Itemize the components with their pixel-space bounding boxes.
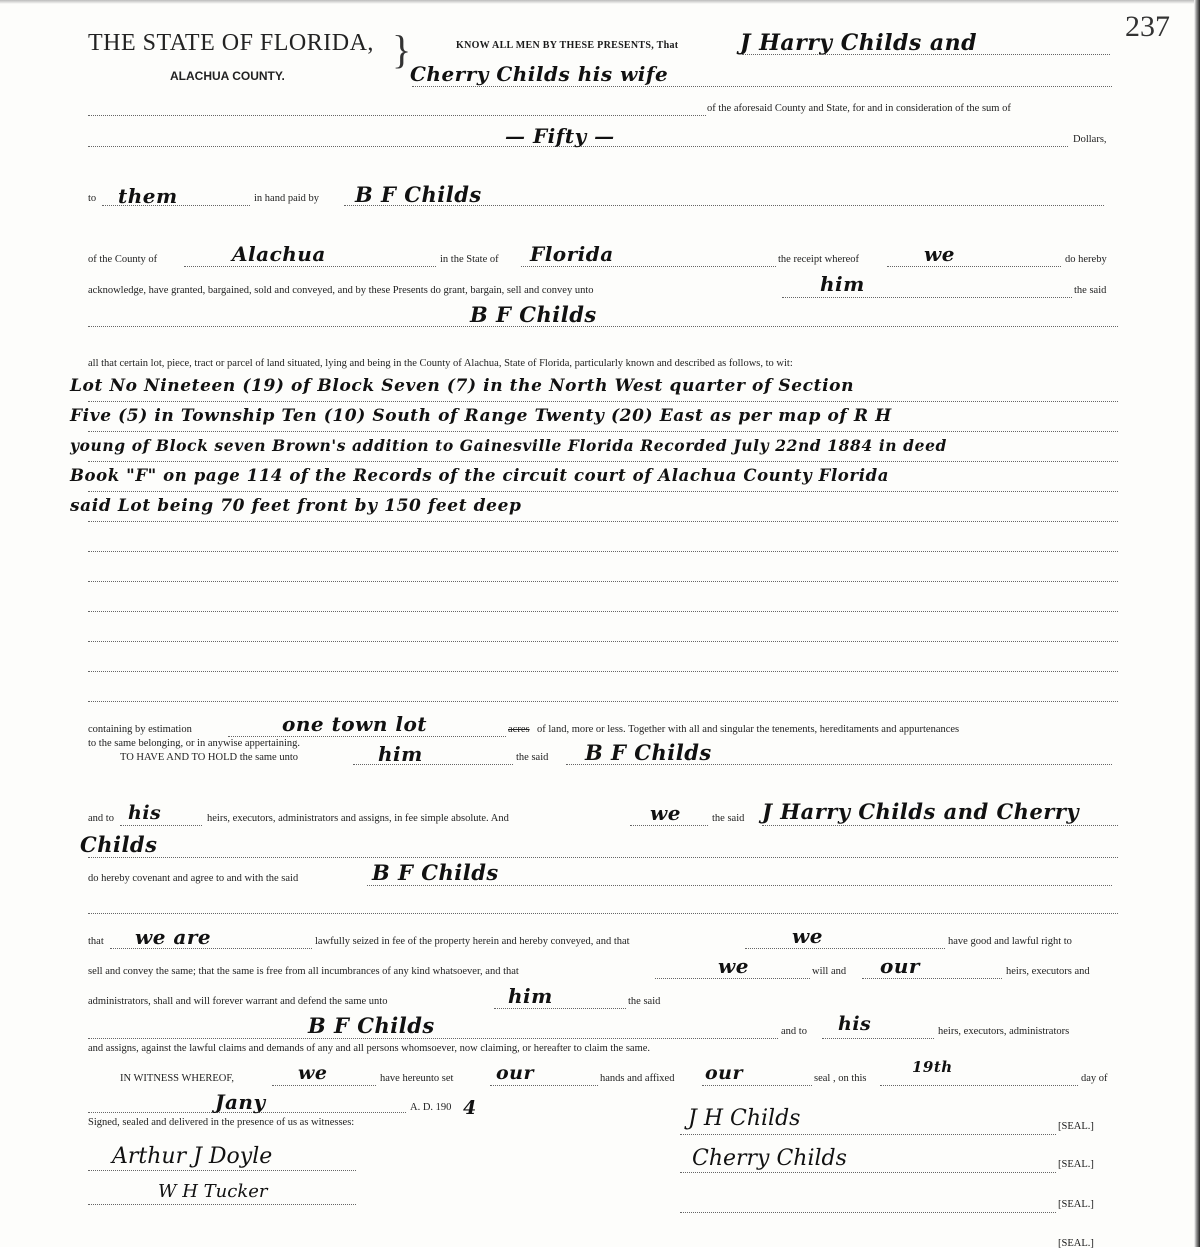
grantee-handwritten: B F Childs (470, 302, 597, 327)
fill-line (880, 1085, 1078, 1086)
lawfully-text: lawfully seized in fee of the property herein and hereby conveyed, and that (315, 936, 630, 947)
heirs-exec-text: heirs, executors, administrators and assigns, in fee simple absolute. And (207, 813, 509, 824)
of-land-text: of land, more or less. Together with all and singular the tenements, hereditaments and appurtenances (537, 724, 960, 735)
fill-line (88, 701, 1118, 702)
know-all-men: KNOW ALL MEN BY THESE PRESENTS, That (456, 40, 679, 51)
fill-line (272, 1085, 376, 1086)
signature-line (680, 1134, 1056, 1135)
fill-line (762, 825, 1118, 826)
fill-line (88, 857, 1118, 858)
brace-glyph: } (392, 27, 412, 72)
of-county-text: of the County of (88, 254, 158, 265)
dollars-text: Dollars, (1073, 134, 1107, 145)
signature-line (680, 1172, 1056, 1173)
receipt-handwritten: we (924, 242, 955, 266)
year-handwritten: 4 (463, 1097, 477, 1119)
fill-line (630, 825, 708, 826)
fill-line (742, 54, 1110, 55)
seal-label: [SEAL.] (1058, 1238, 1094, 1249)
covenant-handwritten: B F Childs (372, 860, 499, 885)
fill-line (887, 266, 1061, 267)
sell-convey-text: sell and convey the same; that the same is free from all incumbrances of any kind whatsoever, and that (88, 966, 519, 977)
sell-handwritten: we (718, 954, 749, 978)
heirs-exec-text-2: heirs, executors, administrators (938, 1026, 1070, 1037)
fill-line (88, 913, 1118, 914)
grantor-signature-2: Cherry Childs (692, 1146, 847, 1171)
fill-line (745, 948, 945, 949)
fill-line (228, 736, 506, 737)
seal-label: [SEAL.] (1058, 1159, 1094, 1170)
the-said-text-3: the said (628, 996, 661, 1007)
and-to-text: and to (88, 813, 114, 824)
in-hand-paid-text: in hand paid by (254, 193, 320, 204)
fill-line (88, 461, 1118, 462)
grantors-handwritten-2: Cherry Childs his wife (410, 62, 669, 86)
page-number: 237 (1125, 10, 1170, 43)
description-line-2: Five (5) in Township Ten (10) South of Range Twenty (20) East as per map of R H (70, 406, 892, 426)
witness-line (88, 1170, 356, 1171)
set-handwritten: our (496, 1062, 534, 1084)
fill-line (494, 1008, 626, 1009)
defend-grantee-handwritten: B F Childs (308, 1013, 435, 1038)
estimation-handwritten: one town lot (282, 712, 428, 736)
do-hereby-text: do hereby (1065, 254, 1107, 265)
fill-line (120, 825, 202, 826)
fill-line (88, 326, 1118, 327)
to-handwritten: them (118, 184, 178, 208)
defend-handwritten: him (508, 984, 553, 1008)
description-line-1: Lot No Nineteen (19) of Block Seven (7) in the North West quarter of Section (70, 376, 855, 396)
in-state-text: in the State of (440, 254, 499, 265)
signed-sealed-text: Signed, sealed and delivered in the presence of us as witnesses: (88, 1117, 355, 1128)
seal-label: [SEAL.] (1058, 1199, 1094, 1210)
same-belonging-text: to the same belonging, or in anywise appertaining. (88, 738, 300, 749)
county-label: ALACHUA COUNTY. (170, 69, 285, 83)
that-handwritten: we are (135, 925, 212, 949)
description-line-4: Book "F" on page 114 of the Records of the circuit court of Alachua County Florida (70, 466, 890, 485)
page-edge-right (1194, 0, 1200, 1247)
will-and-text: will and (812, 966, 847, 977)
county-handwritten: Alachua (232, 242, 326, 266)
assigns-against-text: and assigns, against the lawful claims and demands of any and all persons whomsoever, now claiming, or hereafter to claim the same. (88, 1043, 651, 1054)
description-line-5: said Lot being 70 feet front by 150 feet deep (70, 496, 522, 516)
fill-line (862, 978, 1002, 979)
fill-line (412, 86, 1112, 87)
fill-line (88, 431, 1118, 432)
the-said-text-2: the said (712, 813, 745, 824)
hands-affixed-text: hands and affixed (600, 1073, 675, 1084)
and-to-2-handwritten: his (838, 1013, 872, 1035)
fill-line (88, 521, 1118, 522)
description-line-3: young of Block seven Brown's addition to Gainesville Florida Recorded July 22nd 1884 in deed (70, 436, 947, 455)
and-to-handwritten: his (128, 802, 162, 824)
fill-line (490, 1085, 598, 1086)
grantor-signature-1: J H Childs (688, 1106, 801, 1131)
the-said-text: the said (1074, 285, 1107, 296)
fill-line (184, 266, 436, 267)
receipt-text: the receipt whereof (778, 254, 860, 265)
have-handwritten: him (378, 742, 423, 766)
will-handwritten: our (880, 954, 920, 978)
seal-label: [SEAL.] (1058, 1121, 1094, 1132)
convey-handwritten: him (820, 272, 865, 296)
fill-line (88, 671, 1118, 672)
all-that-text: all that certain lot, piece, tract or parcel of land situated, lying and being in the County of Alachua, State of Florida, particularly known and described as follows, to wit: (88, 358, 793, 369)
have-grantee-handwritten: B F Childs (585, 740, 712, 765)
acres-struck-text: acres (508, 724, 530, 735)
fill-line (88, 1038, 778, 1039)
fill-line (655, 978, 810, 979)
and-to-text-2: and to (781, 1026, 807, 1037)
affixed-handwritten: our (705, 1062, 743, 1084)
covenantor-handwritten-2: Childs (80, 832, 158, 857)
aforesaid-text: of the aforesaid County and State, for and in consideration of the sum of (707, 103, 1011, 114)
month-handwritten: Jany (215, 1090, 266, 1114)
page-edge-top (0, 0, 1200, 4)
in-witness-text: IN WITNESS WHEREOF, (120, 1073, 234, 1084)
that-text: that (88, 936, 104, 947)
said-text: the said (516, 752, 549, 763)
lawfully-handwritten: we (792, 924, 823, 948)
state-handwritten: Florida (530, 242, 614, 266)
have-hereunto-text: have hereunto set (380, 1073, 454, 1084)
covenantor-handwritten-1: J Harry Childs and Cherry (762, 799, 1080, 824)
fill-line (88, 611, 1118, 612)
fill-line (88, 115, 706, 116)
fill-line (88, 491, 1118, 492)
fill-line (521, 266, 776, 267)
covenant-text: do hereby covenant and agree to and with the said (88, 873, 299, 884)
day-of-text: day of (1081, 1073, 1108, 1084)
fill-line (88, 551, 1118, 552)
paid-by-handwritten: B F Childs (355, 182, 482, 207)
fill-line (782, 297, 1072, 298)
administrators-text: administrators, shall and will forever warrant and defend the same unto (88, 996, 388, 1007)
fill-line (702, 1085, 812, 1086)
ad-text: A. D. 190 (410, 1102, 452, 1113)
signature-line (680, 1212, 1056, 1213)
day-handwritten: 19th (912, 1058, 953, 1076)
and-handwritten: we (650, 801, 681, 825)
to-text: to (88, 193, 97, 204)
acknowledge-text: acknowledge, have granted, bargained, sold and conveyed, and by these Presents do grant, bargain, sell and convey unto (88, 285, 594, 296)
fill-line (353, 764, 513, 765)
fill-line (367, 885, 1112, 886)
witness-signature-1: Arthur J Doyle (112, 1144, 273, 1169)
to-have-text: TO HAVE AND TO HOLD the same unto (120, 752, 299, 763)
state-title: THE STATE OF FLORIDA, (88, 30, 374, 56)
fill-line (88, 401, 1118, 402)
heirs-and-text: heirs, executors and (1006, 966, 1090, 977)
witness-handwritten: we (298, 1062, 328, 1084)
grantors-handwritten-1: J Harry Childs and (740, 30, 978, 56)
witness-line (88, 1204, 356, 1205)
fill-line (88, 581, 1118, 582)
seal-on-this-text: seal , on this (814, 1073, 867, 1084)
fill-line (822, 1038, 934, 1039)
sum-handwritten: — Fifty — (505, 124, 615, 148)
fill-line (88, 641, 1118, 642)
witness-signature-2: W H Tucker (158, 1181, 268, 1202)
have-good-text: have good and lawful right to (948, 936, 1072, 947)
containing-text: containing by estimation (88, 724, 192, 735)
